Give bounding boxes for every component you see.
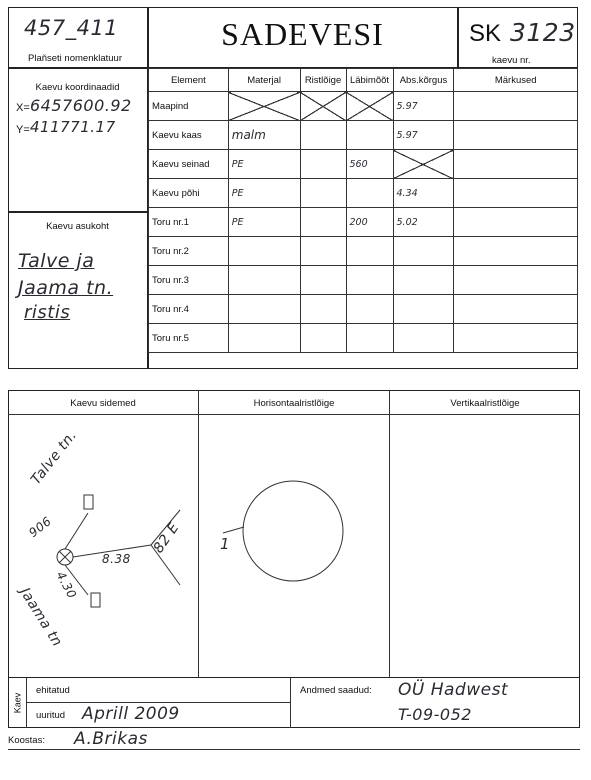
footer-mid-divider <box>290 678 291 728</box>
coordinates-label: Kaevu koordinaadid <box>35 82 120 93</box>
table-row <box>149 92 578 121</box>
cell-section <box>300 295 346 324</box>
cell-elevation: 5.97 <box>393 121 454 150</box>
cell-diameter: 560 <box>346 150 393 179</box>
cell-element: Kaevu kaas <box>149 121 229 150</box>
cell-material <box>228 324 300 353</box>
cell-material-crossed <box>228 92 300 121</box>
vertical-section-label: Vertikaalristlõige <box>450 398 520 409</box>
table-row <box>149 208 578 237</box>
distance-label-2: 8.38 <box>102 552 131 566</box>
footer-side-label-wrap <box>8 678 26 728</box>
table-row <box>149 324 578 353</box>
cell-element: Maapind <box>149 92 229 121</box>
sk-prefix: SK <box>469 20 502 47</box>
location-label: Kaevu asukoht <box>46 221 109 232</box>
sheet-label: Plaňseti nomenklatuur <box>28 53 122 64</box>
cell-element: Kaevu seinad <box>149 150 229 179</box>
cell-element: Toru nr.1 <box>149 208 229 237</box>
cell-elevation <box>393 295 454 324</box>
col-header-diameter: Läbimõõt <box>346 69 393 92</box>
connection-box <box>84 495 93 509</box>
cell-section <box>300 208 346 237</box>
cell-diameter-crossed <box>346 92 393 121</box>
location-line-3: ristis <box>24 302 71 323</box>
cell-material: PE <box>228 179 300 208</box>
cell-elevation: 4.34 <box>393 179 454 208</box>
col-header-elevation: Abs.kõrgus <box>393 69 454 92</box>
footer-bottom-line <box>8 749 580 750</box>
cell-diameter <box>346 121 393 150</box>
author-label: Koostas: <box>8 735 45 746</box>
sk-number: 3123 <box>510 18 576 47</box>
data-from-line-2: T-09-052 <box>398 705 472 724</box>
table-row <box>149 150 578 179</box>
well-id-label: 82 E <box>150 519 183 557</box>
cell-notes <box>454 150 578 179</box>
cell-section <box>300 179 346 208</box>
street-label-2: Jaama tn <box>16 585 66 650</box>
cell-material <box>228 295 300 324</box>
sketch-col-divider-2 <box>389 390 390 678</box>
connections-label: Kaevu sidemed <box>70 398 136 409</box>
author-value: A.Brikas <box>74 729 148 749</box>
table-row <box>149 266 578 295</box>
surveyed-label: uuritud <box>36 710 66 721</box>
footer-side-label: Kaev <box>12 692 23 714</box>
sheet-number: 457_411 <box>24 16 119 40</box>
coord-y-prefix: Y= <box>16 124 30 136</box>
cell-element: Toru nr.4 <box>149 295 229 324</box>
data-from-line-1: OÜ Hadwest <box>398 680 509 700</box>
col-header-element: Element <box>149 69 229 92</box>
cell-material: malm <box>228 121 300 150</box>
cell-section <box>300 121 346 150</box>
cell-material <box>228 266 300 295</box>
cell-elevation <box>393 237 454 266</box>
table-header-row <box>149 69 578 92</box>
cell-notes <box>454 266 578 295</box>
cell-section <box>300 324 346 353</box>
horizontal-section-label: Horisontaalristlõige <box>253 398 335 409</box>
coords-divider <box>8 211 148 213</box>
footer-side-divider <box>26 678 27 728</box>
cell-notes <box>454 208 578 237</box>
cell-diameter <box>346 295 393 324</box>
distance-label-1: 906 <box>26 513 55 541</box>
cell-notes <box>454 121 578 150</box>
location-line-2: Jaama tn. <box>18 277 114 299</box>
col-header-notes: Märkused <box>454 69 578 92</box>
sk-divider <box>457 7 459 68</box>
cell-element: Toru nr.2 <box>149 237 229 266</box>
cell-notes <box>454 92 578 121</box>
col-header-material: Materjal <box>228 69 300 92</box>
distance-label-3: 4.30 <box>53 569 80 601</box>
cell-elevation: 5.02 <box>393 208 454 237</box>
street-label-1: Talve tn. <box>28 427 81 488</box>
col-header-section: Ristlõige <box>300 69 346 92</box>
well-circle <box>243 481 343 581</box>
cell-material: PE <box>228 208 300 237</box>
cell-section <box>300 237 346 266</box>
data-from-label: Andmed saadud: <box>300 685 372 696</box>
cell-material <box>228 237 300 266</box>
cell-elevation-crossed <box>393 150 454 179</box>
cell-section <box>300 150 346 179</box>
table-row <box>149 179 578 208</box>
cell-notes <box>454 295 578 324</box>
sk-label: kaevu nr. <box>492 55 531 66</box>
cell-element: Toru nr.5 <box>149 324 229 353</box>
cell-diameter <box>346 266 393 295</box>
coord-x-value: 6457600.92 <box>30 96 132 115</box>
cell-elevation: 5.97 <box>393 92 454 121</box>
built-label: ehitatud <box>36 685 70 696</box>
cell-section-crossed <box>300 92 346 121</box>
cell-elevation <box>393 324 454 353</box>
cell-diameter <box>346 179 393 208</box>
pipe-line <box>65 513 88 549</box>
table-row <box>149 295 578 324</box>
table-row <box>149 237 578 266</box>
cell-section <box>300 266 346 295</box>
cell-element: Kaevu põhi <box>149 179 229 208</box>
table-row <box>149 121 578 150</box>
pipe-number-label: 1 <box>220 535 231 553</box>
page-title: SADEVESI <box>221 16 384 52</box>
cell-diameter <box>346 237 393 266</box>
cell-diameter: 200 <box>346 208 393 237</box>
cell-diameter <box>346 324 393 353</box>
cell-elevation <box>393 266 454 295</box>
cell-notes <box>454 324 578 353</box>
coord-y-value: 411771.17 <box>30 118 116 136</box>
element-table <box>148 68 578 353</box>
cell-notes <box>454 179 578 208</box>
cell-notes <box>454 237 578 266</box>
cell-material: PE <box>228 150 300 179</box>
location-line-1: Talve ja <box>18 250 95 272</box>
surveyed-value: Aprill 2009 <box>82 704 180 724</box>
pipe-line <box>223 527 244 533</box>
footer-row-divider <box>26 702 290 703</box>
cell-element: Toru nr.3 <box>149 266 229 295</box>
coord-x-prefix: X= <box>16 102 30 114</box>
connection-box <box>91 593 100 607</box>
